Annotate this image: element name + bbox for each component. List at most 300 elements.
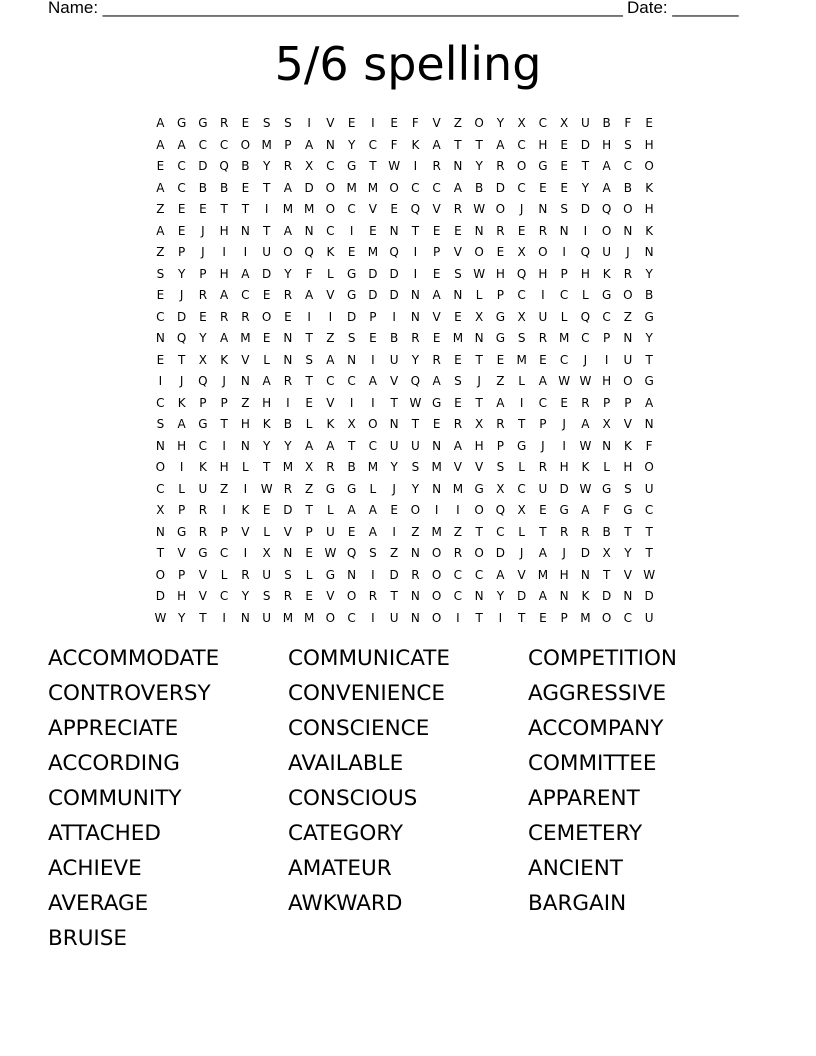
grid-letter[interactable]: N — [283, 352, 293, 367]
grid-letter[interactable]: A — [326, 352, 335, 367]
grid-letter[interactable]: O — [346, 589, 357, 603]
grid-letter[interactable]: A — [453, 438, 463, 453]
grid-letter[interactable]: W — [579, 481, 592, 496]
grid-letter[interactable]: C — [368, 438, 378, 453]
grid-letter[interactable]: N — [155, 438, 166, 453]
grid-letter[interactable]: V — [177, 546, 187, 560]
grid-letter[interactable]: X — [305, 460, 314, 474]
grid-letter[interactable]: T — [517, 610, 526, 625]
grid-letter[interactable]: F — [603, 503, 611, 517]
grid-letter[interactable]: W — [409, 395, 422, 410]
grid-letter[interactable]: X — [517, 309, 527, 324]
grid-letter[interactable]: V — [475, 460, 484, 474]
grid-letter[interactable]: J — [222, 374, 227, 388]
grid-letter[interactable]: C — [517, 481, 527, 496]
grid-letter[interactable]: O — [368, 417, 379, 431]
grid-letter[interactable]: J — [626, 245, 631, 259]
grid-letter[interactable]: I — [519, 395, 524, 410]
grid-letter[interactable]: K — [602, 266, 612, 281]
grid-letter[interactable]: A — [581, 417, 590, 431]
grid-letter[interactable]: B — [347, 460, 357, 474]
grid-letter[interactable]: I — [243, 481, 248, 496]
grid-letter[interactable]: V — [623, 567, 633, 582]
grid-letter[interactable]: D — [580, 546, 591, 560]
grid-letter[interactable]: S — [305, 352, 314, 367]
grid-letter[interactable]: R — [219, 309, 229, 324]
grid-letter[interactable]: Z — [220, 481, 229, 496]
grid-letter[interactable]: V — [326, 395, 335, 410]
grid-letter[interactable]: S — [411, 460, 420, 474]
grid-letter[interactable]: Y — [262, 438, 271, 453]
grid-letter[interactable]: F — [645, 438, 654, 453]
grid-letter[interactable]: N — [325, 137, 336, 152]
grid-letter[interactable]: D — [177, 309, 187, 324]
grid-letter[interactable]: I — [349, 223, 354, 238]
grid-letter[interactable]: E — [539, 503, 548, 517]
grid-letter[interactable]: I — [158, 374, 163, 388]
grid-letter[interactable]: G — [516, 438, 527, 453]
grid-letter[interactable]: R — [432, 352, 442, 367]
grid-letter[interactable]: I — [498, 610, 503, 625]
grid-letter[interactable]: K — [326, 417, 335, 431]
grid-letter[interactable]: M — [367, 180, 379, 195]
grid-letter[interactable]: V — [432, 309, 442, 324]
grid-letter[interactable]: C — [453, 589, 463, 603]
grid-letter[interactable]: O — [601, 223, 612, 238]
grid-letter[interactable]: V — [241, 352, 250, 367]
grid-letter[interactable]: Y — [496, 589, 505, 603]
grid-letter[interactable]: O — [495, 202, 506, 216]
grid-letter[interactable]: K — [177, 395, 187, 410]
grid-letter[interactable]: C — [432, 180, 442, 195]
grid-letter[interactable]: N — [410, 309, 421, 324]
grid-letter[interactable]: W — [579, 374, 592, 388]
grid-letter[interactable]: N — [283, 331, 293, 345]
grid-letter[interactable]: Z — [241, 395, 250, 410]
grid-letter[interactable]: I — [243, 546, 248, 560]
grid-letter[interactable]: E — [454, 309, 463, 324]
grid-letter[interactable]: Y — [262, 159, 271, 173]
grid-letter[interactable]: G — [623, 503, 634, 517]
grid-letter[interactable]: A — [220, 331, 229, 345]
grid-letter[interactable]: O — [283, 245, 294, 259]
grid-letter[interactable]: C — [326, 374, 336, 388]
grid-letter[interactable]: C — [602, 309, 612, 324]
grid-letter[interactable]: T — [539, 524, 548, 539]
grid-letter[interactable]: V — [432, 116, 442, 130]
grid-letter[interactable]: C — [198, 438, 208, 453]
grid-letter[interactable]: U — [623, 352, 633, 367]
grid-letter[interactable]: U — [389, 610, 400, 625]
grid-letter[interactable]: C — [219, 589, 229, 603]
grid-letter[interactable]: D — [347, 309, 357, 324]
grid-letter[interactable]: C — [156, 309, 166, 324]
grid-letter[interactable]: I — [264, 202, 269, 216]
grid-letter[interactable]: K — [262, 417, 272, 431]
grid-letter[interactable]: O — [474, 245, 485, 259]
grid-letter[interactable]: C — [177, 159, 187, 173]
grid-letter[interactable]: E — [241, 180, 250, 195]
grid-letter[interactable]: I — [307, 116, 312, 130]
grid-letter[interactable]: H — [177, 438, 187, 453]
grid-letter[interactable]: U — [410, 438, 421, 453]
grid-letter[interactable]: R — [538, 223, 548, 238]
grid-letter[interactable]: N — [474, 331, 485, 345]
grid-letter[interactable]: U — [644, 610, 655, 625]
grid-letter[interactable]: E — [539, 610, 548, 625]
grid-letter[interactable]: A — [305, 438, 314, 453]
grid-letter[interactable]: B — [645, 288, 654, 302]
grid-letter[interactable]: U — [538, 481, 548, 496]
grid-letter[interactable]: Y — [411, 352, 420, 367]
grid-letter[interactable]: N — [347, 567, 357, 582]
grid-letter[interactable]: H — [538, 266, 548, 281]
grid-letter[interactable]: T — [411, 417, 420, 431]
grid-letter[interactable]: B — [623, 180, 633, 195]
grid-letter[interactable]: G — [601, 481, 612, 496]
name-field[interactable]: Name: _______________________________________________________ — [48, 0, 623, 17]
grid-letter[interactable]: R — [453, 417, 463, 431]
grid-letter[interactable]: M — [282, 460, 294, 474]
grid-letter[interactable]: E — [496, 352, 505, 367]
grid-letter[interactable]: G — [346, 159, 357, 173]
grid-letter[interactable]: L — [582, 288, 590, 302]
grid-letter[interactable]: B — [283, 417, 293, 431]
grid-letter[interactable]: J — [541, 438, 546, 453]
grid-letter[interactable]: S — [454, 374, 463, 388]
grid-letter[interactable]: I — [222, 610, 227, 625]
grid-letter[interactable]: E — [156, 159, 165, 173]
grid-letter[interactable]: T — [305, 331, 314, 345]
grid-letter[interactable]: V — [198, 589, 208, 603]
grid-letter[interactable]: H — [602, 137, 612, 152]
grid-letter[interactable]: E — [432, 266, 441, 281]
grid-letter[interactable]: L — [305, 567, 313, 582]
grid-letter[interactable]: I — [413, 245, 418, 259]
grid-letter[interactable]: A — [645, 395, 654, 410]
grid-letter[interactable]: A — [156, 180, 165, 195]
grid-letter[interactable]: X — [602, 417, 612, 431]
grid-letter[interactable]: S — [624, 137, 633, 152]
grid-letter[interactable]: Q — [580, 245, 591, 259]
grid-letter[interactable]: M — [516, 352, 528, 367]
grid-letter[interactable]: N — [155, 331, 166, 345]
grid-letter[interactable]: I — [541, 288, 546, 302]
grid-letter[interactable]: A — [347, 503, 357, 517]
grid-letter[interactable]: M — [431, 524, 443, 539]
grid-letter[interactable]: Q — [516, 266, 527, 281]
grid-letter[interactable]: R — [581, 524, 591, 539]
grid-letter[interactable]: Y — [284, 438, 293, 453]
grid-letter[interactable]: V — [326, 589, 335, 603]
grid-letter[interactable]: M — [282, 610, 294, 625]
grid-letter[interactable]: E — [305, 546, 314, 560]
grid-letter[interactable]: E — [560, 180, 569, 195]
grid-letter[interactable]: R — [559, 524, 569, 539]
grid-letter[interactable]: N — [304, 223, 315, 238]
grid-letter[interactable]: I — [179, 460, 184, 474]
grid-letter[interactable]: M — [580, 610, 592, 625]
grid-letter[interactable]: A — [432, 288, 442, 302]
grid-letter[interactable]: D — [368, 266, 378, 281]
grid-letter[interactable]: X — [560, 116, 569, 130]
grid-letter[interactable]: S — [156, 266, 165, 281]
grid-letter[interactable]: H — [602, 374, 612, 388]
grid-letter[interactable]: M — [282, 202, 294, 216]
grid-letter[interactable]: R — [496, 417, 506, 431]
grid-letter[interactable]: H — [495, 266, 506, 281]
grid-letter[interactable]: N — [410, 610, 421, 625]
grid-letter[interactable]: S — [156, 417, 165, 431]
grid-letter[interactable]: W — [388, 159, 401, 173]
grid-letter[interactable]: C — [623, 610, 633, 625]
grid-letter[interactable]: G — [176, 116, 187, 130]
grid-letter[interactable]: E — [390, 116, 399, 130]
grid-letter[interactable]: A — [368, 374, 378, 388]
grid-letter[interactable]: H — [262, 395, 272, 410]
grid-letter[interactable]: O — [644, 460, 655, 474]
grid-letter[interactable]: N — [580, 567, 591, 582]
grid-letter[interactable]: L — [560, 309, 568, 324]
grid-letter[interactable]: G — [431, 395, 442, 410]
grid-letter[interactable]: O — [410, 503, 421, 517]
grid-letter[interactable]: G — [198, 116, 209, 130]
grid-letter[interactable]: A — [538, 589, 548, 603]
grid-letter[interactable]: N — [389, 417, 400, 431]
grid-letter[interactable]: J — [562, 417, 567, 431]
grid-letter[interactable]: R — [283, 589, 293, 603]
grid-letter[interactable]: C — [559, 288, 569, 302]
grid-letter[interactable]: D — [495, 546, 506, 560]
grid-letter[interactable]: G — [559, 503, 570, 517]
grid-letter[interactable]: T — [581, 159, 590, 173]
grid-letter[interactable]: T — [390, 589, 399, 603]
grid-letter[interactable]: N — [410, 589, 421, 603]
grid-letter[interactable]: P — [178, 245, 186, 259]
grid-letter[interactable]: A — [453, 180, 463, 195]
grid-letter[interactable]: T — [475, 610, 484, 625]
grid-letter[interactable]: Y — [390, 460, 399, 474]
grid-letter[interactable]: I — [243, 245, 248, 259]
grid-letter[interactable]: E — [454, 352, 463, 367]
grid-letter[interactable]: U — [198, 481, 208, 496]
grid-letter[interactable]: L — [305, 417, 313, 431]
grid-letter[interactable]: E — [156, 352, 165, 367]
grid-letter[interactable]: I — [349, 395, 354, 410]
grid-letter[interactable]: L — [518, 374, 526, 388]
grid-letter[interactable]: O — [325, 610, 336, 625]
grid-letter[interactable]: A — [305, 288, 314, 302]
grid-letter[interactable]: N — [240, 374, 251, 388]
grid-letter[interactable]: I — [456, 610, 461, 625]
grid-letter[interactable]: C — [177, 180, 187, 195]
grid-letter[interactable]: N — [474, 223, 485, 238]
grid-letter[interactable]: V — [283, 524, 293, 539]
grid-letter[interactable]: N — [559, 589, 570, 603]
grid-letter[interactable]: D — [580, 202, 591, 216]
grid-letter[interactable]: P — [220, 395, 229, 410]
grid-letter[interactable]: O — [623, 202, 634, 216]
grid-letter[interactable]: K — [645, 223, 654, 238]
grid-letter[interactable]: O — [623, 374, 634, 388]
grid-letter[interactable]: O — [155, 460, 166, 474]
grid-letter[interactable]: U — [262, 245, 272, 259]
grid-letter[interactable]: E — [454, 223, 463, 238]
grid-letter[interactable]: V — [432, 202, 442, 216]
grid-letter[interactable]: R — [496, 159, 506, 173]
grid-letter[interactable]: T — [220, 202, 229, 216]
grid-letter[interactable]: D — [389, 567, 400, 582]
grid-letter[interactable]: A — [156, 116, 165, 130]
grid-letter[interactable]: N — [155, 524, 166, 539]
grid-letter[interactable]: N — [347, 352, 357, 367]
grid-letter[interactable]: Y — [177, 266, 186, 281]
grid-letter[interactable]: T — [262, 180, 271, 195]
grid-letter[interactable]: D — [368, 288, 378, 302]
grid-letter[interactable]: Q — [219, 159, 230, 173]
grid-letter[interactable]: N — [602, 438, 612, 453]
grid-letter[interactable]: G — [346, 288, 357, 302]
grid-letter[interactable]: C — [326, 159, 336, 173]
grid-letter[interactable]: C — [156, 481, 166, 496]
grid-letter[interactable]: D — [580, 137, 591, 152]
grid-letter[interactable]: X — [496, 481, 505, 496]
grid-letter[interactable]: D — [389, 266, 400, 281]
grid-letter[interactable]: L — [327, 266, 335, 281]
grid-letter[interactable]: O — [240, 137, 251, 152]
grid-letter[interactable]: B — [220, 180, 229, 195]
grid-letter[interactable]: Q — [495, 503, 506, 517]
grid-letter[interactable]: E — [645, 116, 654, 130]
grid-letter[interactable]: A — [156, 223, 165, 238]
grid-letter[interactable]: A — [496, 395, 505, 410]
grid-letter[interactable]: Y — [241, 589, 250, 603]
grid-letter[interactable]: E — [539, 180, 548, 195]
grid-letter[interactable]: L — [263, 352, 271, 367]
grid-letter[interactable]: C — [559, 352, 569, 367]
grid-letter[interactable]: A — [305, 137, 314, 152]
grid-letter[interactable]: E — [560, 159, 569, 173]
grid-letter[interactable]: Y — [199, 331, 208, 345]
grid-letter[interactable]: O — [431, 567, 442, 582]
grid-letter[interactable]: U — [580, 116, 591, 130]
grid-letter[interactable]: M — [558, 331, 570, 345]
grid-letter[interactable]: I — [392, 309, 397, 324]
grid-letter[interactable]: R — [538, 460, 548, 474]
grid-letter[interactable]: Z — [156, 245, 165, 259]
grid-letter[interactable]: S — [496, 460, 505, 474]
grid-letter[interactable]: J — [201, 245, 206, 259]
grid-letter[interactable]: E — [199, 202, 208, 216]
grid-letter[interactable]: N — [389, 223, 400, 238]
grid-letter[interactable]: O — [474, 546, 485, 560]
grid-letter[interactable]: T — [177, 352, 186, 367]
grid-letter[interactable]: U — [262, 610, 272, 625]
grid-letter[interactable]: O — [431, 589, 442, 603]
grid-letter[interactable]: D — [198, 159, 208, 173]
grid-letter[interactable]: E — [262, 288, 271, 302]
grid-letter[interactable]: W — [643, 567, 656, 582]
grid-letter[interactable]: E — [496, 245, 505, 259]
grid-letter[interactable]: S — [262, 116, 271, 130]
grid-letter[interactable]: Z — [453, 524, 463, 539]
grid-letter[interactable]: M — [452, 331, 464, 345]
grid-letter[interactable]: G — [644, 374, 655, 388]
grid-letter[interactable]: P — [496, 438, 505, 453]
grid-letter[interactable]: L — [327, 503, 335, 517]
grid-letter[interactable]: B — [602, 116, 612, 130]
grid-letter[interactable]: R — [198, 503, 208, 517]
grid-letter[interactable]: A — [177, 417, 187, 431]
grid-letter[interactable]: X — [517, 503, 527, 517]
grid-letter[interactable]: N — [474, 589, 485, 603]
grid-letter[interactable]: O — [155, 567, 166, 582]
grid-letter[interactable]: I — [413, 159, 418, 173]
grid-letter[interactable]: I — [392, 524, 397, 539]
grid-letter[interactable]: T — [347, 438, 356, 453]
grid-letter[interactable]: W — [154, 610, 167, 625]
grid-letter[interactable]: L — [263, 524, 271, 539]
grid-letter[interactable]: A — [602, 180, 612, 195]
grid-letter[interactable]: K — [241, 503, 250, 517]
grid-letter[interactable]: W — [558, 374, 571, 388]
grid-letter[interactable]: R — [283, 481, 293, 496]
grid-letter[interactable]: S — [284, 567, 293, 582]
grid-letter[interactable]: C — [368, 137, 378, 152]
grid-letter[interactable]: E — [454, 395, 463, 410]
grid-letter[interactable]: U — [602, 245, 612, 259]
grid-letter[interactable]: N — [240, 223, 251, 238]
grid-letter[interactable]: U — [538, 309, 548, 324]
grid-letter[interactable]: E — [347, 116, 356, 130]
grid-letter[interactable]: H — [474, 438, 485, 453]
grid-letter[interactable]: N — [453, 159, 463, 173]
grid-letter[interactable]: R — [453, 546, 463, 560]
grid-letter[interactable]: R — [411, 567, 421, 582]
grid-letter[interactable]: S — [369, 546, 378, 560]
grid-letter[interactable]: I — [604, 352, 609, 367]
grid-letter[interactable]: K — [581, 460, 590, 474]
grid-letter[interactable]: V — [198, 567, 208, 582]
grid-letter[interactable]: L — [220, 567, 228, 582]
grid-letter[interactable]: P — [560, 610, 569, 625]
grid-letter[interactable]: E — [517, 223, 526, 238]
grid-letter[interactable]: N — [623, 223, 633, 238]
grid-letter[interactable]: Y — [284, 266, 293, 281]
grid-letter[interactable]: C — [474, 567, 484, 582]
grid-letter[interactable]: H — [559, 460, 570, 474]
grid-letter[interactable]: R — [241, 567, 251, 582]
grid-letter[interactable]: Y — [177, 610, 186, 625]
grid-letter[interactable]: A — [496, 567, 505, 582]
grid-letter[interactable]: A — [538, 374, 548, 388]
grid-letter[interactable]: I — [286, 395, 291, 410]
grid-letter[interactable]: X — [517, 116, 527, 130]
grid-letter[interactable]: O — [474, 503, 485, 517]
grid-letter[interactable]: S — [347, 331, 356, 345]
grid-letter[interactable]: Z — [156, 202, 165, 216]
grid-letter[interactable]: K — [645, 180, 654, 195]
grid-letter[interactable]: H — [219, 460, 230, 474]
grid-letter[interactable]: N — [453, 288, 463, 302]
grid-letter[interactable]: O — [261, 309, 272, 324]
grid-letter[interactable]: I — [583, 223, 588, 238]
grid-letter[interactable]: V — [368, 202, 378, 216]
grid-letter[interactable]: V — [623, 417, 633, 431]
grid-letter[interactable]: K — [198, 460, 208, 474]
grid-letter[interactable]: Z — [326, 331, 335, 345]
grid-letter[interactable]: R — [581, 395, 591, 410]
